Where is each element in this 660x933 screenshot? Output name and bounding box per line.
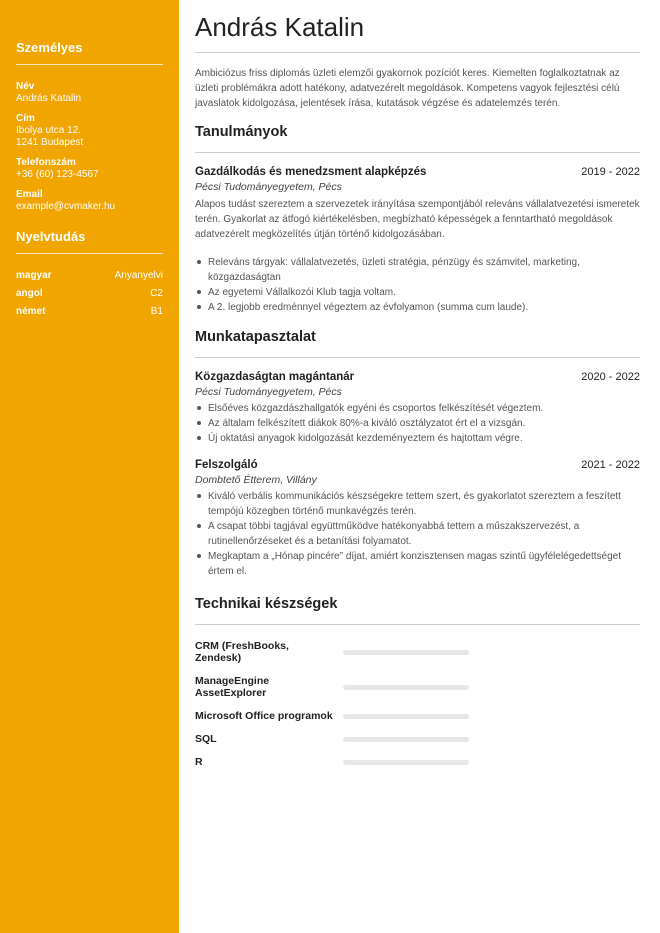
skill-name-line: CRM (FreshBooks, [195,640,289,652]
experience-section [195,329,640,579]
entry-organization: Pécsi Tudományegyetem, Pécs [195,386,342,398]
section-title: Tanulmányok [195,124,640,153]
experience-entry [195,458,640,579]
entry-dates: 2021 - 2022 [581,459,640,471]
entry-title: Felszolgáló [195,459,258,471]
entry-organization: Pécsi Tudományegyetem, Pécs [195,181,342,193]
skill-name [195,675,343,699]
list-item: Új oktatási anyagok kidolgozását kezdeményeztem és hajtottam végre. [195,431,640,446]
language-level: B1 [150,306,163,317]
list-item: Releváns tárgyak: vállalatvezetés, üzleti stratégia, pénzügy és számvitel, marketing, közgazdaságtan [195,255,640,285]
entry-dates: 2020 - 2022 [581,371,640,383]
skills-section [195,596,640,768]
entry-header [195,165,640,180]
field-value: András Katalin [16,93,82,104]
list-item: Az általam felkészített diákok 80%-a kiváló osztályzatot ért el a vizsgán. [195,416,640,431]
skill-item [195,756,640,768]
bullet-list [195,489,640,579]
field-address [16,113,163,149]
experience-entry [195,370,640,446]
skill-name-line: Zendesk) [195,652,242,664]
candidate-name: András Katalin [195,12,640,53]
language-item [16,270,163,282]
language-level: C2 [150,288,163,299]
list-item: A csapat többi tagjával együttműködve hatékonyabbá tettem a műszakszervezést, a rutinellenőrzéseket és a betanítási folyamatot. [195,519,640,549]
skill-bar [343,714,469,719]
entry-organization: Dombtető Étterem, Villány [195,474,317,486]
skill-bar [343,760,469,765]
field-name [16,81,163,105]
entry-header [195,458,640,473]
skill-item [195,710,640,722]
skill-name-line: SQL [195,733,217,745]
list-item: Kiváló verbális kommunikációs készségekre tettem szert, és gyakorlatot szereztem a feszített tempójú közegben történő munkavégzés terén. [195,489,640,519]
entry-dates: 2019 - 2022 [581,166,640,178]
skill-name [195,710,343,722]
field-label: Név [16,81,35,92]
skill-bar [343,737,469,742]
skill-name-line: R [195,756,203,768]
list-item: Megkaptam a „Hónap pincére” díjat, amiért konzisztensen magas szintű ügyfélelégedettséget értem el. [195,549,640,579]
language-level: Anyanyelvi [114,270,163,281]
field-email [16,189,163,213]
field-label: Email [16,189,43,200]
language-list [16,270,163,318]
list-item: Az egyetemi Vállalkozói Klub tagja voltam. [195,285,640,300]
entry-header [195,370,640,385]
skill-name-line: ManageEngine [195,675,270,687]
field-value: Ibolya utca 12. [16,125,82,136]
languages-heading: Nyelvtudás [16,229,163,254]
skill-name [195,640,343,664]
education-entry [195,165,640,315]
main-content [195,0,640,768]
skill-bar [343,685,469,690]
education-section [195,124,640,315]
personal-heading: Személyes [16,40,163,65]
language-name: magyar [16,270,52,281]
skill-name [195,756,343,768]
skill-name-line: Microsoft Office programok [195,710,333,722]
skill-item [195,675,640,699]
skill-item [195,640,640,664]
field-value: example@cvmaker.hu [16,201,116,212]
language-name: német [16,306,46,317]
language-item [16,306,163,318]
skill-name [195,733,343,745]
language-name: angol [16,288,43,299]
field-phone [16,157,163,181]
field-label: Cím [16,113,35,124]
entry-description: Alapos tudást szereztem a szervezetek irányítása szempontjából releváns vállalatvezetési ismeretek terén. Gyakorlat az átfogó kiértékelésben, megbízható képességek a fenntartható megoldások adatvezérelt megközelítés útján történő kidolgozásában. [195,199,640,240]
field-label: Telefonszám [16,157,76,168]
bullet-list [195,255,640,315]
entry-title: Gazdálkodás és menedzsment alapképzés [195,166,427,178]
section-title: Munkatapasztalat [195,329,640,358]
language-item [16,288,163,300]
field-value: 1241 Budapest [16,137,84,148]
skill-name-line: AssetExplorer [195,687,267,699]
profile-summary: Ambiciózus friss diplomás üzleti elemzői gyakornok pozíciót keres. Kiemelten foglalkoztatnak az üzleti problémákra adott hatékony, adatvezérelt megoldások. Kompetens vagyok fejlesztési célú javaslatok kidolgozása, jelentések írása, kutatások végzése és adatelemzés terén. [195,68,620,109]
bullet-list [195,401,640,446]
list-item: Elsőéves közgazdászhallgatók egyéni és csoportos felkészítését végeztem. [195,401,640,416]
entry-title: Közgazdaságtan magántanár [195,371,355,383]
field-value: +36 (60) 123-4567 [16,169,99,180]
sidebar [0,0,179,933]
list-item: A 2. legjobb eredménnyel végeztem az évfolyamon (summa cum laude). [195,300,640,315]
skill-bar [343,650,469,655]
section-title: Technikai készségek [195,596,640,625]
skill-item [195,733,640,745]
